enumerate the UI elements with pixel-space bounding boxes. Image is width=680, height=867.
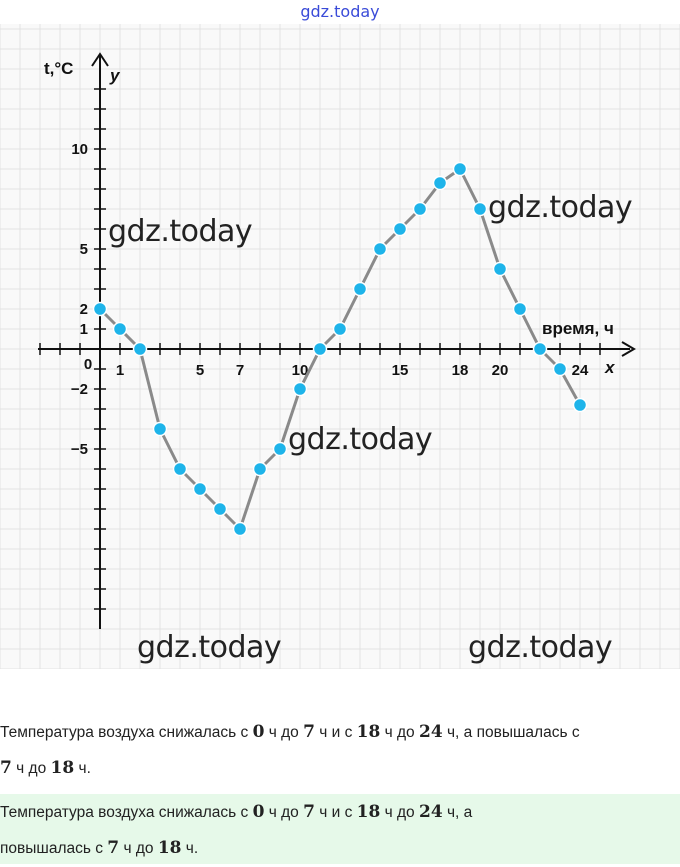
answer-text: ч и с [314, 724, 357, 741]
site-link[interactable]: gdz.today [300, 2, 380, 21]
data-point [334, 323, 347, 336]
answer-text: ч до [11, 760, 51, 777]
data-point [494, 263, 507, 276]
data-point [94, 303, 107, 316]
answer-text: ч до [264, 724, 304, 741]
x-tick-label: 15 [391, 362, 409, 379]
y-tick-label: −2 [70, 381, 88, 398]
answer-text: Температура воздуха снижалась с [0, 804, 253, 821]
watermark: gdz.today [488, 190, 633, 225]
data-point [374, 243, 387, 256]
watermark: gdz.today [288, 422, 433, 457]
answer-number: 7 [303, 722, 315, 742]
y-tick-label: 10 [71, 141, 88, 158]
answer-number: 18 [50, 758, 75, 778]
answer-text: ч. [181, 840, 199, 857]
answer-text: ч до [119, 840, 158, 857]
x-tick-label: 18 [451, 362, 469, 379]
data-point [174, 463, 187, 476]
y-tick-label: 1 [79, 321, 88, 338]
y-axis-letter: y [110, 66, 120, 85]
answer-text: ч до [264, 804, 304, 821]
answer-number: 7 [303, 802, 315, 822]
data-point [474, 203, 487, 216]
data-point [234, 523, 247, 536]
data-point [134, 343, 147, 356]
temperature-chart [0, 24, 680, 669]
answer-number: 18 [157, 838, 182, 858]
data-point [394, 223, 407, 236]
answer-box-line-1 [0, 794, 680, 831]
answer-text: ч и с [314, 804, 357, 821]
x-tick-label: 10 [291, 362, 309, 379]
x-tick-label: 1 [115, 362, 125, 379]
data-point [434, 177, 447, 190]
x-axis-label: время, ч [542, 319, 614, 338]
answer-text: ч, а повышалась с [442, 724, 580, 741]
x-tick-label: 24 [571, 362, 589, 379]
x-tick-label: 5 [195, 362, 205, 379]
answer-line-2 [0, 750, 680, 787]
answer-number: 0 [252, 722, 265, 742]
x-tick-label: 0 [83, 356, 93, 373]
data-point [254, 463, 267, 476]
data-point [454, 163, 467, 176]
y-tick-label: 5 [79, 241, 88, 258]
answer-number: 18 [356, 722, 381, 742]
answer-line-1 [0, 714, 680, 751]
answer-box-line-2 [0, 830, 680, 867]
data-point [154, 423, 167, 436]
data-point [314, 343, 327, 356]
data-point [414, 203, 427, 216]
x-tick-label: 20 [491, 362, 509, 379]
watermark: gdz.today [468, 630, 613, 665]
x-axis-letter: x [605, 358, 615, 377]
data-point [114, 323, 127, 336]
answer-number: 7 [107, 838, 120, 858]
answer-number: 7 [0, 758, 12, 778]
answer-number: 0 [252, 802, 265, 822]
data-point [194, 483, 207, 496]
y-tick-label: 2 [79, 301, 88, 318]
answer-text: ч. [74, 760, 91, 777]
data-point [274, 443, 287, 456]
data-point [514, 303, 527, 316]
answer-text: ч, а [442, 804, 473, 821]
answer-text: ч до [380, 804, 419, 821]
data-point [214, 503, 227, 516]
answer-number: 18 [356, 802, 381, 822]
answer-text: повышалась с [0, 840, 108, 857]
y-axis-label: t,°C [44, 59, 74, 78]
data-point [574, 399, 587, 412]
answer-number: 24 [419, 802, 443, 822]
watermark: gdz.today [137, 630, 282, 665]
x-tick-label: 7 [235, 362, 245, 379]
answer-text: ч до [380, 724, 419, 741]
watermark: gdz.today [108, 214, 253, 249]
data-point [534, 343, 547, 356]
y-tick-label: −5 [70, 441, 88, 458]
data-point [294, 383, 307, 396]
answer-text: Температура воздуха снижалась с [0, 724, 253, 741]
chart-area [0, 24, 680, 669]
answer-number: 24 [419, 722, 443, 742]
data-point [554, 363, 567, 376]
data-point [354, 283, 367, 296]
